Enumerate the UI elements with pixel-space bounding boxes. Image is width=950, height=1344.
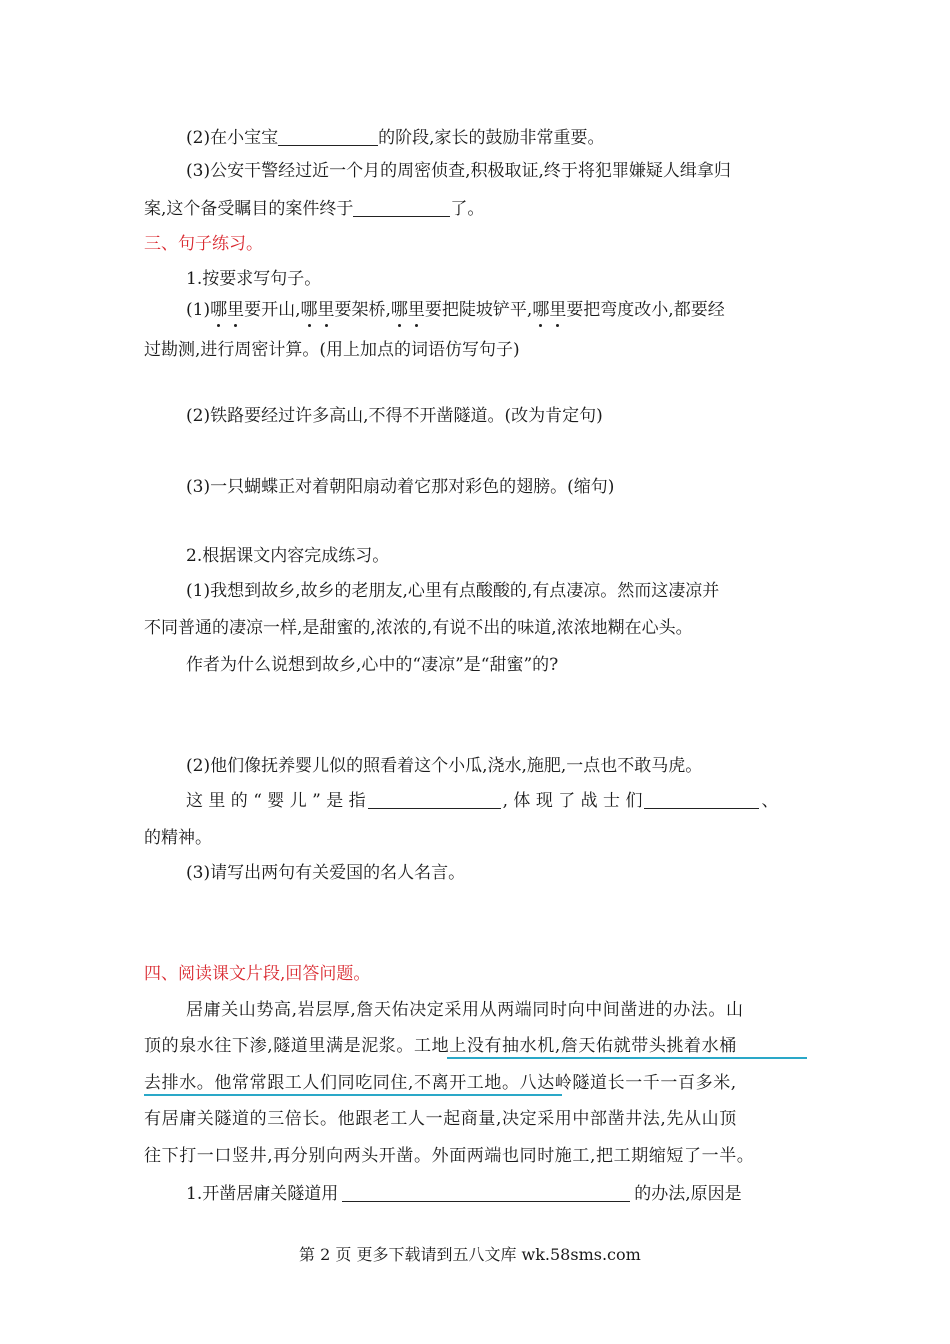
answer-blank[interactable] bbox=[278, 127, 378, 146]
highlighted-sentence: 去排水。他常常跟工人们同吃同住,不离开工地。 bbox=[144, 1073, 520, 1093]
exercise-1-title: 1.按要求写句子。 bbox=[186, 269, 322, 289]
question-2-2: (2)在小宝宝 的阶段,家长的鼓励非常重要。 bbox=[186, 128, 605, 148]
emphasis-dot-char: 里 bbox=[549, 300, 567, 320]
passage-line4: 有居庸关隧道的三倍长。他跟老工人一起商量,决定采用中部凿井法,先从山顶 bbox=[144, 1109, 737, 1129]
emphasis-dot-char: 哪 bbox=[210, 300, 228, 320]
exercise-1-1-line2: 过勘测,进行周密计算。(用上加点的词语仿写句子) bbox=[144, 340, 520, 360]
exercise-2-3: (3)请写出两句有关爱国的名人名言。 bbox=[186, 863, 466, 883]
page-footer: 第 2 页 更多下载请到五八文库 wk.58sms.com bbox=[299, 1245, 641, 1264]
highlight-underline bbox=[144, 1094, 562, 1096]
answer-blank[interactable] bbox=[368, 790, 501, 809]
exercise-2-1-line1: (1)我想到故乡,故乡的老朋友,心里有点酸酸的,有点凄凉。然而这凄凉并 bbox=[186, 581, 720, 601]
answer-blank[interactable] bbox=[644, 790, 759, 809]
exercise-2-2-line3: 的精神。 bbox=[144, 828, 212, 848]
highlighted-sentence: 工地上没有抽水机,詹天佑就带头挑着水桶 bbox=[414, 1036, 737, 1056]
passage-line5: 往下打一口竖井,再分别向两头开凿。外面两端也同时施工,把工期缩短了一半。 bbox=[144, 1146, 755, 1166]
question-2-3-line1: (3)公安干警经过近一个月的周密侦查,积极取证,终于将犯罪嫌疑人缉拿归 bbox=[186, 161, 731, 181]
answer-blank[interactable] bbox=[342, 1183, 630, 1202]
exercise-2-2-line1: (2)他们像抚养婴儿似的照看着这个小瓜,浇水,施肥,一点也不敢马虎。 bbox=[186, 756, 703, 776]
emphasis-dot-char: 里 bbox=[317, 300, 335, 320]
emphasis-dot-char: 里 bbox=[407, 300, 425, 320]
passage-line2: 顶的泉水往下渗,隧道里满是泥浆。工地上没有抽水机,詹天佑就带头挑着水桶 bbox=[144, 1036, 737, 1056]
answer-blank[interactable] bbox=[353, 198, 450, 217]
exercise-2-1-line2: 不同普通的凄凉一样,是甜蜜的,浓浓的,有说不出的味道,浓浓地糊在心头。 bbox=[144, 618, 693, 638]
exercise-1-2: (2)铁路要经过许多高山,不得不开凿隧道。(改为肯定句) bbox=[186, 406, 603, 426]
emphasis-dot-char: 哪 bbox=[390, 300, 408, 320]
question-4-1: 1.开凿居庸关隧道用 的办法,原因是 bbox=[186, 1184, 742, 1204]
emphasis-dot-char: 哪 bbox=[300, 300, 318, 320]
exercise-2-2-line2: 这 里 的 “ 婴 儿 ” 是 指 , 体 现 了 战 士 们 、 bbox=[186, 791, 779, 811]
question-2-3-line2: 案,这个备受瞩目的案件终于 了。 bbox=[144, 199, 485, 219]
emphasis-dot-char: 里 bbox=[227, 300, 245, 320]
highlight-underline bbox=[447, 1057, 807, 1059]
exercise-2-1-question: 作者为什么说想到故乡,心中的“凄凉”是“甜蜜”的? bbox=[186, 655, 559, 675]
emphasis-dot-char: 哪 bbox=[532, 300, 550, 320]
exercise-2-title: 2.根据课文内容完成练习。 bbox=[186, 546, 390, 566]
passage-line1: 居庸关山势高,岩层厚,詹天佑决定采用从两端同时向中间凿进的办法。山 bbox=[186, 1000, 744, 1020]
section-3-title: 三、句子练习。 bbox=[144, 234, 263, 254]
section-4-title: 四、阅读课文片段,回答问题。 bbox=[144, 964, 371, 984]
passage-line3: 去排水。他常常跟工人们同吃同住,不离开工地。八达岭隧道长一千一百多米, bbox=[144, 1073, 737, 1093]
exercise-1-3: (3)一只蝴蝶正对着朝阳扇动着它那对彩色的翅膀。(缩句) bbox=[186, 477, 615, 497]
exercise-1-1-line1: (1)哪里要开山,哪里要架桥,哪里要把陡坡铲平,哪里要把弯度改小,都要经 bbox=[186, 300, 725, 320]
